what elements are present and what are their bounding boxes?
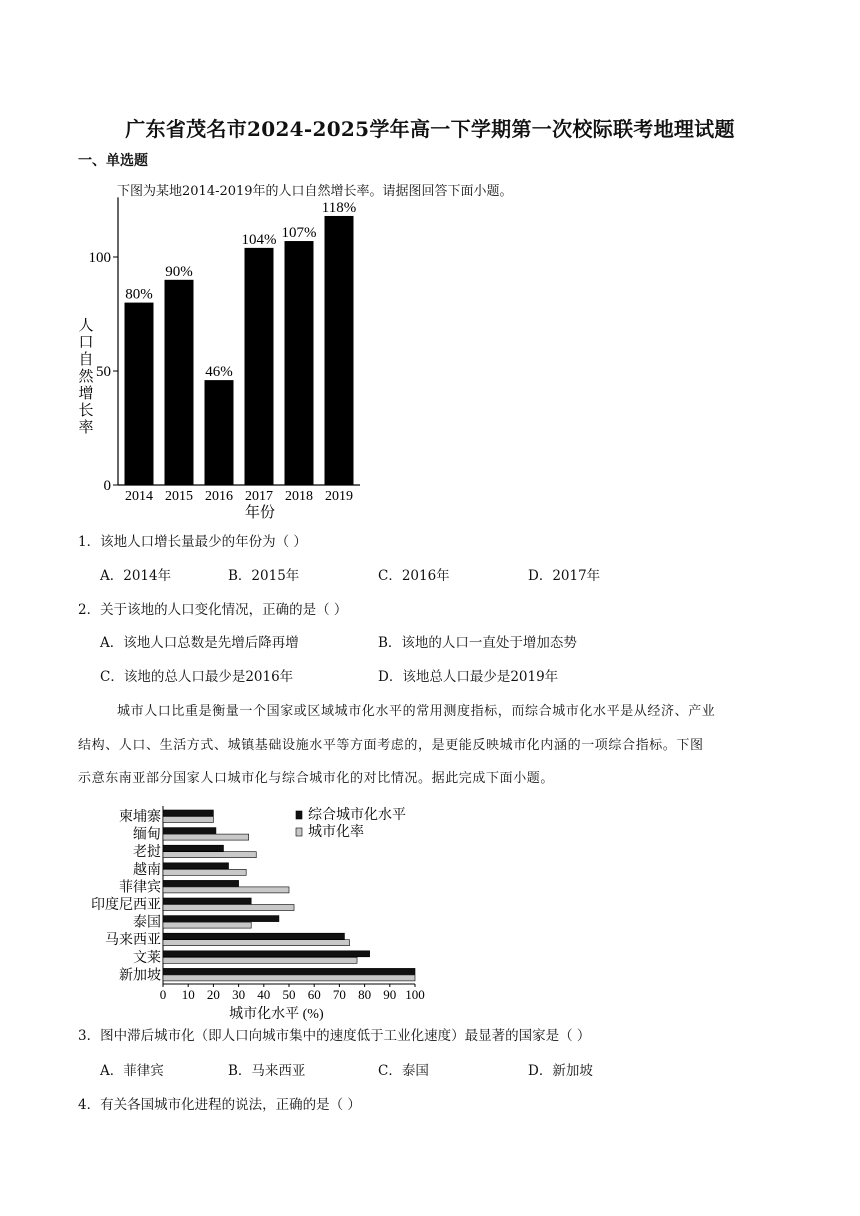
data-label-2017: 104% — [241, 231, 277, 248]
bar-rate-老挝 — [163, 852, 256, 858]
x-tick-label-2019: 2019 — [325, 489, 353, 504]
bar-2016 — [205, 380, 234, 485]
category-label-文莱: 文莱 — [133, 950, 161, 966]
bar-rate-柬埔寨 — [163, 817, 213, 823]
legend-swatch-1 — [296, 828, 302, 836]
x-tick-label: 10 — [181, 987, 195, 1002]
bar-rate-泰国 — [163, 922, 251, 928]
bar-composite-菲律宾 — [163, 880, 239, 886]
question-2-stem: 2．关于该地的人口变化情况，正确的是（ ） — [78, 602, 348, 618]
section-heading: 一、单选题 — [78, 153, 148, 169]
x-axis-label: 年份 — [244, 505, 276, 521]
category-label-新加坡: 新加坡 — [119, 968, 161, 984]
category-label-越南: 越南 — [133, 862, 161, 878]
data-label-2015: 90% — [165, 263, 193, 280]
bar-2017 — [245, 248, 274, 485]
passage-line-2: 结构、人口、生活方式、城镇基础设施水平等方面考虑的，是更能反映城市化内涵的一项综合指标。下图 — [78, 738, 704, 753]
bar-composite-马来西亚 — [163, 933, 344, 939]
category-label-柬埔寨: 柬埔寨 — [119, 810, 161, 825]
bar-composite-印度尼西亚 — [163, 898, 251, 904]
bar-composite-缅甸 — [163, 828, 216, 834]
q3-option-b[interactable]: B．马来西亚 — [228, 1063, 306, 1079]
category-label-菲律宾: 菲律宾 — [119, 880, 161, 896]
x-tick-label-2017: 2017 — [245, 489, 273, 504]
x-tick-label-2018: 2018 — [285, 489, 313, 504]
bar-rate-印度尼西亚 — [163, 905, 294, 911]
x-tick-label-2014: 2014 — [125, 489, 153, 504]
bar-2014 — [125, 303, 154, 485]
x-tick-label-2015: 2015 — [165, 489, 193, 504]
data-label-2019: 118% — [321, 199, 357, 216]
bar-rate-菲律宾 — [163, 887, 289, 893]
category-label-缅甸: 缅甸 — [133, 827, 161, 843]
bar-rate-越南 — [163, 869, 246, 875]
bar-rate-缅甸 — [163, 834, 249, 840]
population-growth-bar-chart — [70, 200, 370, 525]
x-tick-label: 30 — [232, 987, 246, 1002]
passage-line-3: 示意东南亚部分国家人口城市化与综合城市化的对比情况。据此完成下面小题。 — [78, 771, 555, 786]
q3-option-c[interactable]: C．泰国 — [378, 1063, 429, 1079]
bar-composite-柬埔寨 — [163, 810, 213, 816]
bar-2018 — [285, 241, 314, 485]
q1-option-b[interactable]: B．2015年 — [228, 568, 300, 584]
question-4-stem: 4．有关各国城市化进程的说法，正确的是（ ） — [78, 1097, 361, 1113]
data-label-2018: 107% — [281, 225, 317, 242]
bar-composite-老挝 — [163, 845, 223, 851]
x-tick-label: 40 — [257, 987, 271, 1002]
intro-text: 下图为某地2014-2019年的人口自然增长率。请据图回答下面小题。 — [117, 184, 513, 199]
data-label-2014: 80% — [125, 286, 153, 303]
urbanization-comparison-chart — [78, 800, 438, 1022]
legend-swatch-0 — [296, 811, 302, 819]
bar-2015 — [165, 280, 194, 485]
legend-label-0: 综合城市化水平 — [308, 808, 406, 823]
q1-option-a[interactable]: A．2014年 — [100, 568, 172, 584]
bar-composite-泰国 — [163, 916, 279, 922]
q2-option-a[interactable]: A．该地人口总数是先增后降再增 — [100, 635, 299, 651]
y-tick-label: 50 — [96, 364, 111, 380]
x-tick-label: 80 — [358, 987, 372, 1002]
bar-rate-马来西亚 — [163, 940, 349, 946]
x-tick-label: 100 — [405, 987, 425, 1002]
bar-composite-文莱 — [163, 951, 370, 957]
q1-option-c[interactable]: C．2016年 — [378, 568, 450, 584]
question-1-stem: 1．该地人口增长量最少的年份为（ ） — [78, 534, 307, 550]
page-title: 广东省茂名市2024-2025学年高一下学期第一次校际联考地理试题 — [125, 117, 735, 141]
x-tick-label: 70 — [332, 987, 346, 1002]
q2-option-b[interactable]: B．该地的人口一直处于增加态势 — [378, 635, 577, 651]
question-3-stem: 3．图中滞后城市化（即人口向城市集中的速度低于工业化速度）最显著的国家是（ ） — [78, 1028, 591, 1044]
category-label-泰国: 泰国 — [133, 915, 161, 931]
x-tick-label-2016: 2016 — [205, 489, 233, 504]
bar-composite-越南 — [163, 863, 229, 869]
q2-option-d[interactable]: D．该地总人口最少是2019年 — [378, 669, 559, 685]
x-tick-label: 90 — [383, 987, 397, 1002]
category-label-马来西亚: 马来西亚 — [105, 933, 161, 949]
bar-2019 — [325, 216, 354, 485]
data-label-2016: 46% — [205, 364, 233, 381]
q1-option-d[interactable]: D．2017年 — [528, 568, 601, 584]
bar-rate-新加坡 — [163, 975, 415, 981]
category-label-印度尼西亚: 印度尼西亚 — [91, 898, 161, 913]
x-tick-label: 0 — [159, 987, 167, 1002]
bar-composite-新加坡 — [163, 968, 415, 974]
category-label-老挝: 老挝 — [133, 845, 161, 861]
x-tick-label: 50 — [282, 987, 296, 1002]
q2-option-c[interactable]: C．该地的总人口最少是2016年 — [100, 669, 294, 685]
bar-rate-文莱 — [163, 957, 357, 963]
x-axis-label: 城市化水平 (%) — [229, 1007, 324, 1022]
y-axis-label: 人口自然增长率 — [78, 318, 94, 436]
x-tick-label: 20 — [206, 987, 220, 1002]
y-tick-label: 100 — [88, 250, 111, 266]
passage-line-1: 城市人口比重是衡量一个国家或区域城市化水平的常用测度指标，而综合城市化水平是从经济、产业 — [117, 704, 716, 719]
legend-label-1: 城市化率 — [308, 825, 364, 840]
y-tick-label: 0 — [103, 478, 111, 494]
q3-option-a[interactable]: A．菲律宾 — [100, 1063, 164, 1079]
q3-option-d[interactable]: D．新加坡 — [528, 1063, 593, 1079]
x-tick-label: 60 — [307, 987, 321, 1002]
